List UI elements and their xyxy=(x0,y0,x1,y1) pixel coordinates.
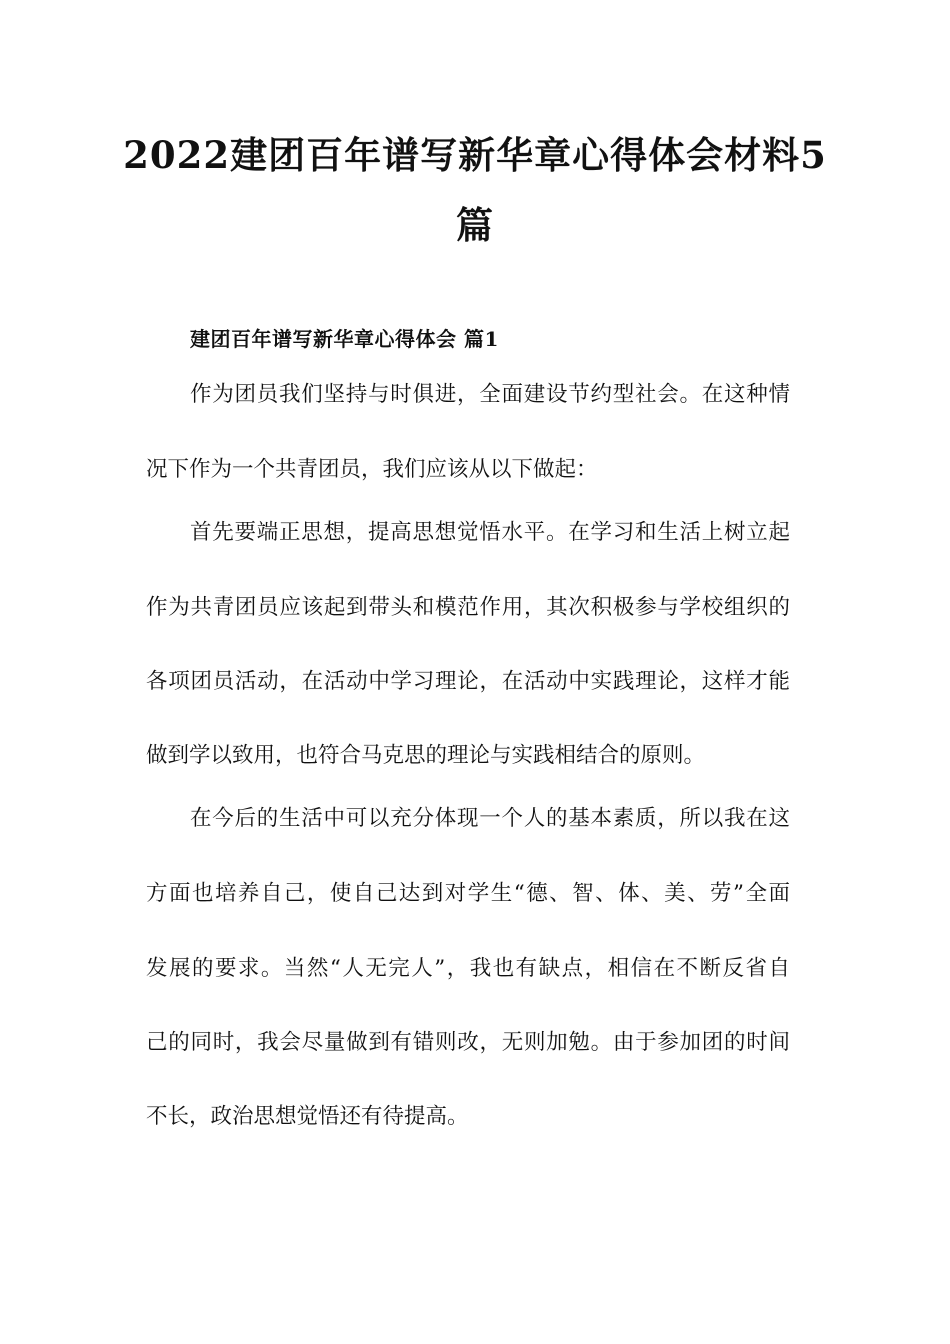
paragraph-line: 发展的要求。当然“人无完人”，我也有缺点，相信在不断反省自 xyxy=(146,956,790,981)
paragraph-line: 作为团员我们坚持与时俱进，全面建设节约型社会。在这种情 xyxy=(190,382,790,407)
document-title-line-2: 篇 xyxy=(456,203,494,247)
paragraph-line: 不长，政治思想觉悟还有待提高。 xyxy=(146,1104,469,1129)
paragraph-line: 做到学以致用，也符合马克思的理论与实践相结合的原则。 xyxy=(146,743,706,768)
paragraph-line: 各项团员活动，在活动中学习理论，在活动中实践理论，这样才能 xyxy=(146,669,790,694)
paragraph-line: 己的同时，我会尽量做到有错则改，无则加勉。由于参加团的时间 xyxy=(146,1030,790,1055)
paragraph-line: 方面也培养自己，使自己达到对学生“德、智、体、美、劳”全面 xyxy=(146,881,790,906)
paragraph-line: 况下作为一个共青团员，我们应该从以下做起： xyxy=(146,457,598,482)
document-title-line-1: 2022建团百年谱写新华章心得体会材料5 xyxy=(123,133,827,177)
paragraph-line: 作为共青团员应该起到带头和模范作用，其次积极参与学校组织的 xyxy=(146,595,790,620)
paragraph-line: 在今后的生活中可以充分体现一个人的基本素质，所以我在这 xyxy=(190,806,790,831)
paragraph-line: 首先要端正思想，提高思想觉悟水平。在学习和生活上树立起 xyxy=(190,520,790,545)
section-heading: 建团百年谱写新华章心得体会 篇1 xyxy=(190,327,499,351)
